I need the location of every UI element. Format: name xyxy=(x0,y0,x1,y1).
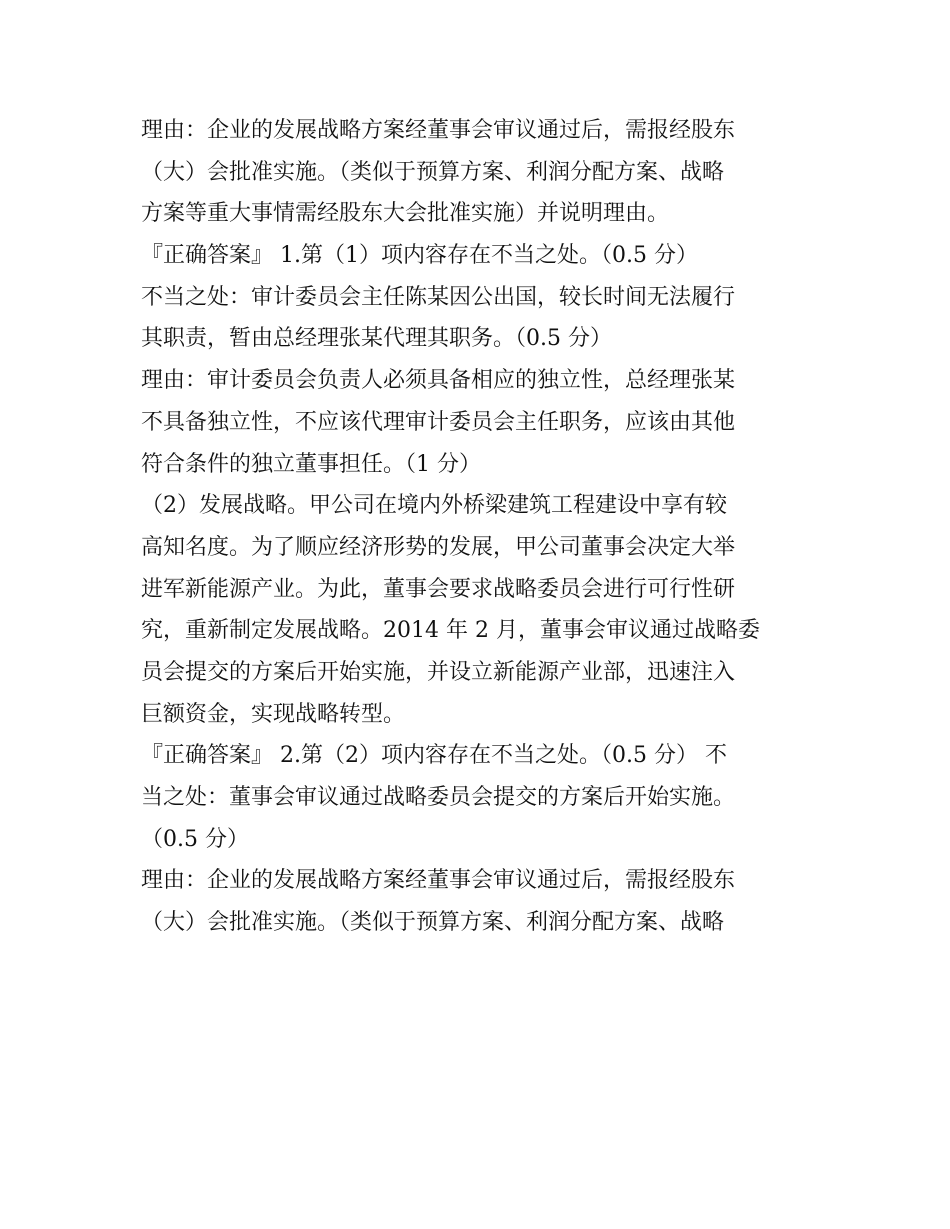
text-line: 方案等重大事情需经股东大会批准实施）并说明理由。 xyxy=(141,201,670,227)
text-line: 进军新能源产业。为此，董事会要求战略委员会进行可行性研 xyxy=(141,576,736,602)
text-line: 员会提交的方案后开始实施，并设立新能源产业部，迅速注入 xyxy=(141,659,736,685)
text-line: 巨额资金，实现战略转型。 xyxy=(141,701,406,727)
text-line: 究，重新制定发展战略。2014 年 2 月，董事会审议通过战略委 xyxy=(141,618,760,644)
section-2-heading: （2）发展战略。甲公司在境内外桥梁建筑工程建设中享有较 xyxy=(141,493,727,519)
text-line: 理由：企业的发展战略方案经董事会审议通过后，需报经股东 xyxy=(141,118,736,143)
answer-heading-1: 『正确答案』 1.第（1）项内容存在不当之处。（0.5 分） xyxy=(141,243,698,269)
text-line: 当之处：董事会审议通过战略委员会提交的方案后开始实施。 xyxy=(141,785,736,810)
text-line: 不具备独立性，不应该代理审计委员会主任职务，应该由其他 xyxy=(141,409,736,435)
text-line: 高知名度。为了顺应经济形势的发展，甲公司董事会决定大举 xyxy=(141,534,736,560)
text-line: 符合条件的独立董事担任。（1 分） xyxy=(141,451,481,477)
text-line: 其职责，暂由总经理张某代理其职务。（0.5 分） xyxy=(141,326,612,352)
text-line: （大）会批准实施。（类似于预算方案、利润分配方案、战略 xyxy=(141,910,725,936)
text-line: 理由：审计委员会负责人必须具备相应的独立性，总经理张某 xyxy=(141,368,736,394)
text-line: （0.5 分） xyxy=(141,826,249,852)
answer-heading-2: 『正确答案』 2.第（2）项内容存在不当之处。（0.5 分） 不 xyxy=(141,743,727,769)
text-line: 理由：企业的发展战略方案经董事会审议通过后，需报经股东 xyxy=(141,868,736,894)
document-body xyxy=(141,110,821,944)
text-line: （大）会批准实施。（类似于预算方案、利润分配方案、战略 xyxy=(141,159,725,185)
text-line: 不当之处：审计委员会主任陈某因公出国，较长时间无法履行 xyxy=(141,284,736,310)
